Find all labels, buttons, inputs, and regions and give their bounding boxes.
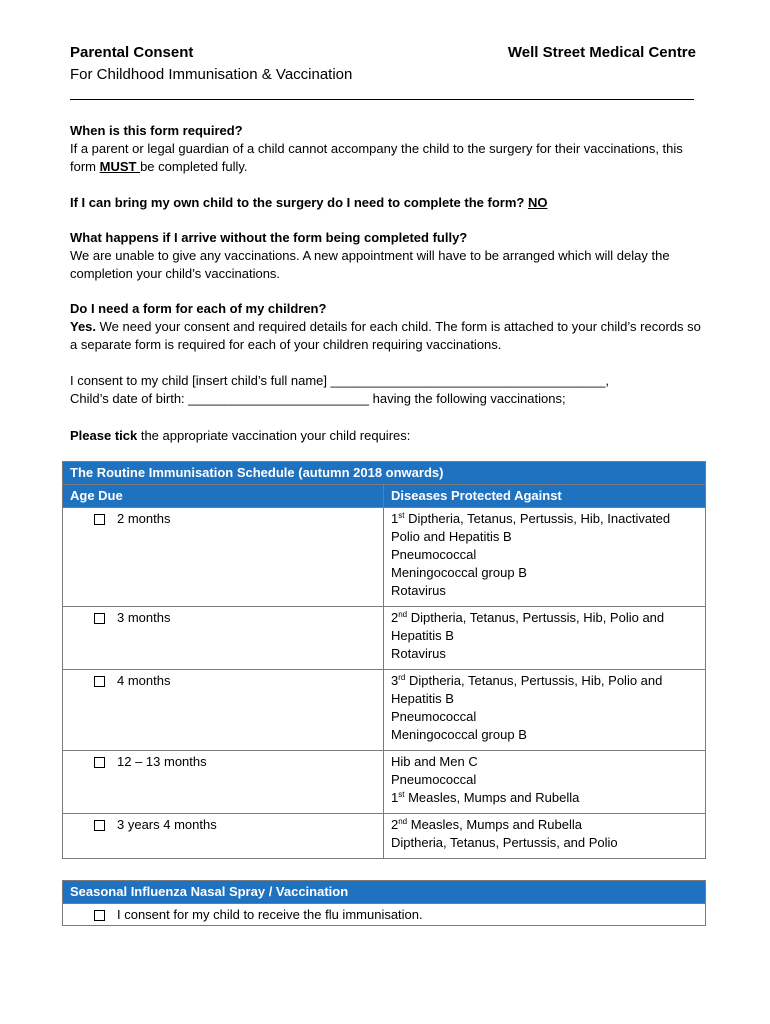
tick-instruction: Please tick the appropriate vaccination your child requires:: [70, 428, 411, 443]
diseases-list: 2nd Diptheria, Tetanus, Pertussis, Hib, Polio and Hepatitis B Rotavirus: [391, 610, 665, 661]
diseases-list: 2nd Measles, Mumps and Rubella Diptheria, Tetanus, Pertussis, and Polio: [391, 817, 618, 850]
header-divider: [70, 99, 694, 100]
flu-title: Seasonal Influenza Nasal Spray / Vaccination: [63, 881, 706, 904]
checkbox-flu-consent[interactable]: [94, 910, 105, 921]
schedule-title-row: [63, 462, 706, 485]
table-row: [63, 508, 706, 607]
form-subtitle: For Childhood Immunisation & Vaccination: [70, 66, 353, 83]
form-title: Parental Consent: [70, 44, 194, 61]
faq-without-form: [70, 229, 710, 283]
child-dob-line[interactable]: Child’s date of birth: _________________________ having the following vaccinations;: [70, 391, 566, 406]
faq-answer: We are unable to give any vaccinations. A new appointment will have to be arranged which will delay the completion your child’s vaccinations.: [70, 248, 670, 281]
schedule-title: The Routine Immunisation Schedule (autumn 2018 onwards): [63, 462, 706, 485]
col-header-diseases: Diseases Protected Against: [384, 485, 706, 508]
diseases-list: Hib and Men C Pneumococcal 1st Measles, Mumps and Rubella: [391, 754, 580, 805]
table-row: [63, 670, 706, 751]
child-name-line[interactable]: I consent to my child [insert child’s full name] ______________________________________,: [70, 373, 609, 388]
diseases-list: 3rd Diptheria, Tetanus, Pertussis, Hib, Polio and Hepatitis B Pneumococcal Meningococcal group B: [391, 673, 663, 742]
faq-question: If I can bring my own child to the surgery do I need to complete the form? NO: [70, 195, 548, 210]
faq-question: Do I need a form for each of my children?: [70, 301, 327, 316]
faq-each-child: [70, 300, 710, 354]
practice-name: Well Street Medical Centre: [507, 44, 696, 61]
faq-question: When is this form required?: [70, 123, 243, 138]
age-label: 4 months: [117, 673, 171, 688]
age-label: 3 years 4 months: [117, 817, 217, 832]
table-row: [63, 607, 706, 670]
checkbox-2-months[interactable]: [94, 514, 105, 525]
checkbox-3-years-4-months[interactable]: [94, 820, 105, 831]
flu-vaccination-table: [62, 880, 706, 926]
consent-fields: [70, 372, 710, 408]
age-label: 3 months: [117, 610, 171, 625]
checkbox-4-months[interactable]: [94, 676, 105, 687]
emphasis-must: MUST: [99, 159, 141, 174]
col-header-age: Age Due: [63, 485, 384, 508]
immunisation-schedule-table: [62, 461, 706, 859]
faq-when-required: [70, 122, 710, 176]
answer-no: NO: [527, 195, 548, 210]
checkbox-12-13-months[interactable]: [94, 757, 105, 768]
table-row: [63, 751, 706, 814]
flu-title-row: [63, 881, 706, 904]
flu-consent-row: [63, 904, 706, 926]
faq-own-child: [70, 194, 710, 212]
schedule-header-row: [63, 485, 706, 508]
table-row: [63, 814, 706, 859]
checkbox-3-months[interactable]: [94, 613, 105, 624]
age-label: 12 – 13 months: [117, 754, 207, 769]
faq-answer: If a parent or legal guardian of a child cannot accompany the child to the surgery for their vaccinations, this form MUST be completed fully.: [70, 141, 683, 174]
flu-consent-label: I consent for my child to receive the flu immunisation.: [117, 907, 423, 922]
faq-question: What happens if I arrive without the form being completed fully?: [70, 230, 468, 245]
diseases-list: 1st Diptheria, Tetanus, Pertussis, Hib, Inactivated Polio and Hepatitis B Pneumococcal Meningococcal group B Rotavirus: [391, 511, 671, 598]
age-label: 2 months: [117, 511, 171, 526]
faq-answer: Yes. We need your consent and required details for each child. The form is attached to your child’s records so a separate form is required for each of your children requiring vaccinations.: [70, 319, 701, 352]
